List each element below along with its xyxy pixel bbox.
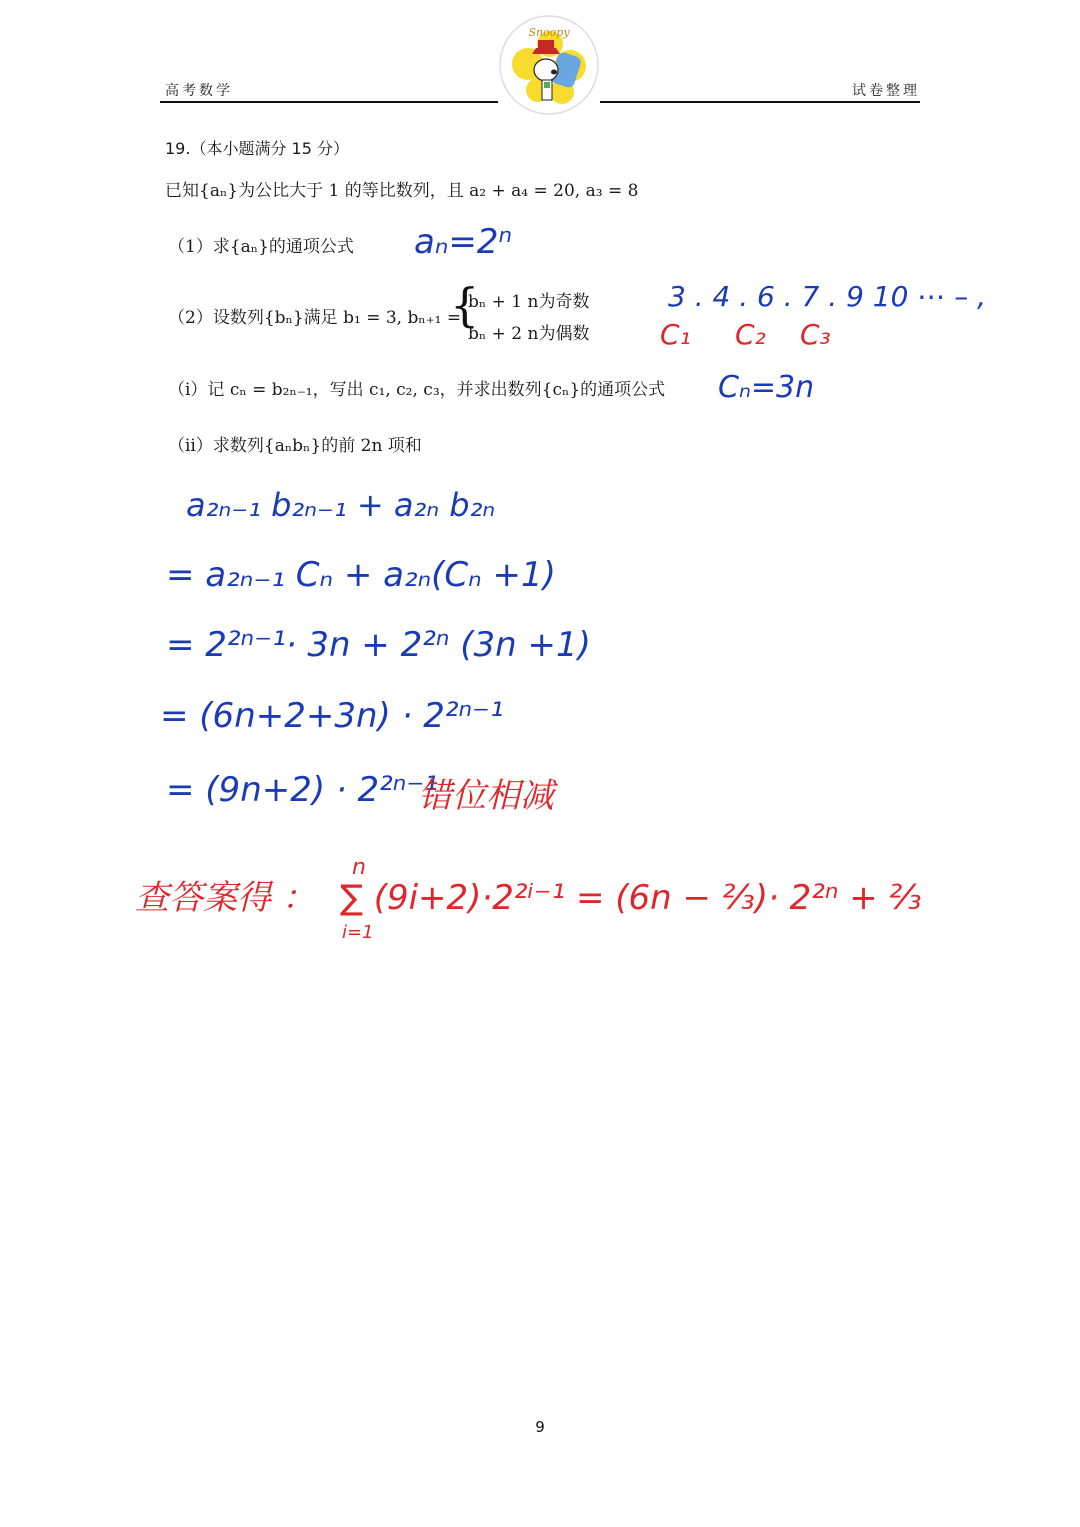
handwritten-step-4: = (6n+2+3n) · 2²ⁿ⁻¹ xyxy=(160,696,504,736)
header-rule-right xyxy=(600,101,920,103)
piecewise-brace: { xyxy=(450,278,480,332)
handwritten-step-3: = 2²ⁿ⁻¹· 3n + 2²ⁿ (3n +1) xyxy=(166,625,591,665)
handwritten-cn-answer: Cₙ=3n xyxy=(718,370,815,405)
problem-stem: 已知{aₙ}为公比大于 1 的等比数列，且 a₂ + a₄ = 20, a₃ = 8 xyxy=(165,181,639,201)
handwritten-lookup-label: 查答案得 ： xyxy=(135,878,316,918)
piecewise-case-even: bₙ + 2 n为偶数 xyxy=(468,324,590,344)
snoopy-logo xyxy=(498,14,600,116)
handwritten-b-sequence: 3 . 4 . 6 . 7 . 9 10 ⋯ – , xyxy=(668,280,987,313)
handwritten-c2-label: C₂ xyxy=(735,318,766,351)
part-2-question: （2）设数列{bₙ}满足 b₁ = 3, bₙ₊₁ = xyxy=(168,308,462,328)
handwritten-answer-an: aₙ=2ⁿ xyxy=(414,222,513,262)
problem-number: 19.（本小题满分 15 分） xyxy=(165,139,349,158)
part-2-i-question: （i）记 cₙ = b₂ₙ₋₁，写出 c₁, c₂, c₃，并求出数列{cₙ}的通项公式 xyxy=(168,380,666,400)
piecewise-case-odd: bₙ + 1 n为奇数 xyxy=(468,292,590,312)
handwritten-c3-label: C₃ xyxy=(800,318,831,351)
handwritten-step-5: = (9n+2) · 2²ⁿ⁻¹ xyxy=(166,770,438,810)
handwritten-step-2: = a₂ₙ₋₁ Cₙ + a₂ₙ(Cₙ +1) xyxy=(166,555,556,595)
handwritten-step-1: a₂ₙ₋₁ b₂ₙ₋₁ + a₂ₙ b₂ₙ xyxy=(186,486,496,524)
header-rule-left xyxy=(160,101,498,103)
part-1-question: （1）求{aₙ}的通项公式 xyxy=(168,237,354,257)
handwritten-c1-label: C₁ xyxy=(660,318,691,351)
header-right-title: 试卷整理 xyxy=(852,83,920,99)
page-number: 9 xyxy=(535,1418,545,1436)
part-2-ii-question: （ii）求数列{aₙbₙ}的前 2n 项和 xyxy=(168,436,422,456)
handwritten-final-formula: ∑ (9i+2)·2²ⁱ⁻¹ = (6n − ⅔)· 2²ⁿ + ⅔ xyxy=(340,878,922,918)
handwritten-method-note: 错位相减 xyxy=(418,776,554,816)
handwritten-sum-upper: n xyxy=(352,855,366,880)
logo-text: Snoopy xyxy=(528,26,570,39)
header-left-title: 高考数学 xyxy=(165,83,233,99)
handwritten-sum-lower: i=1 xyxy=(342,922,374,943)
